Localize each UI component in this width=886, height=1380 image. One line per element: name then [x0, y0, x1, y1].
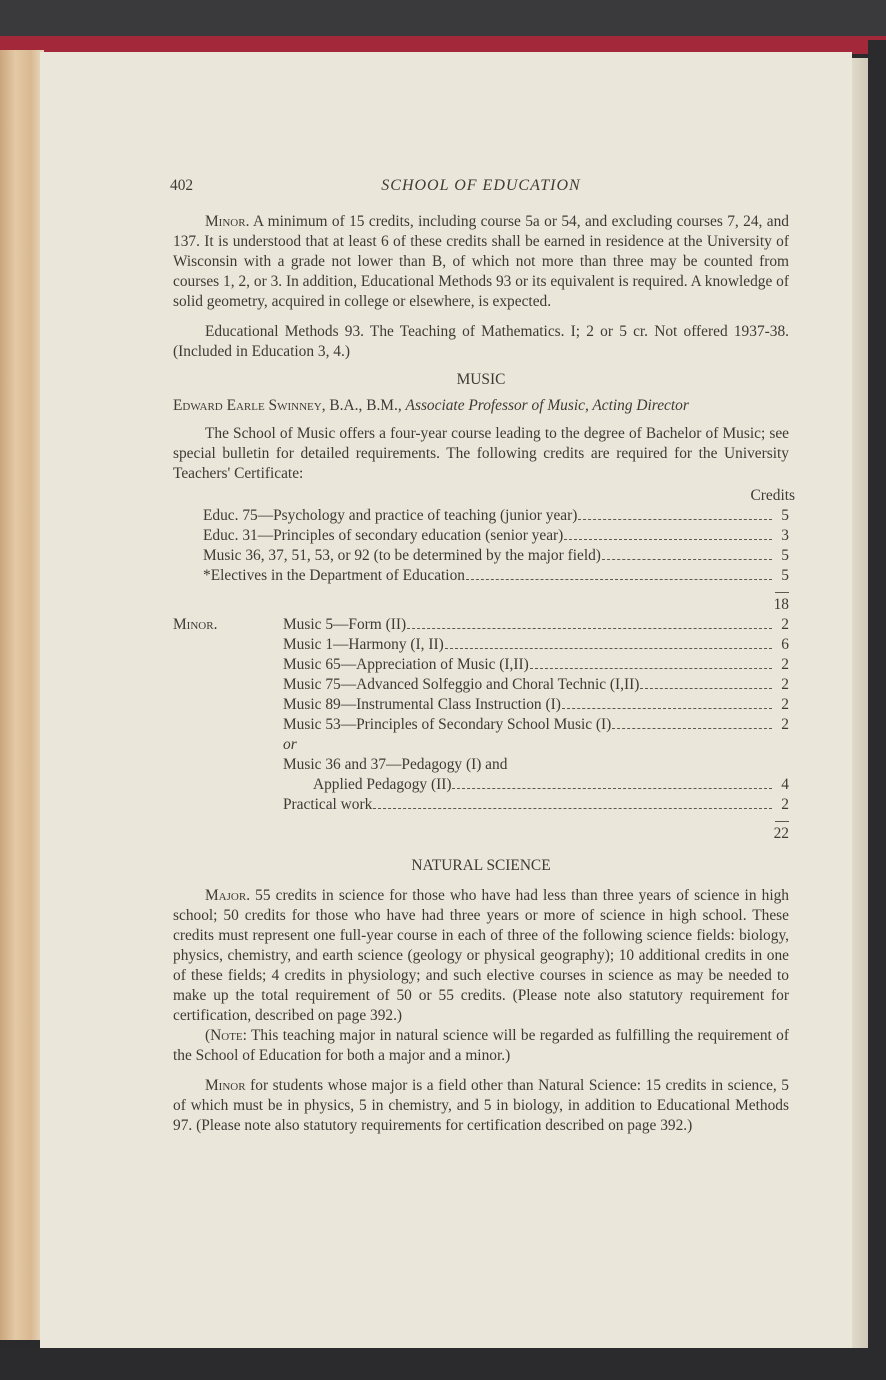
table-row: Music 75—Advanced Solfeggio and Choral Technic (I,II) 2 [283, 676, 789, 693]
scan-background-bottom [0, 1348, 886, 1380]
required-total: 18 [773, 596, 789, 613]
table-row: Music 65—Appreciation of Music (I,II) 2 [283, 656, 789, 673]
methods-paragraph: Educational Methods 93. The Teaching of Mathematics. I; 2 or 5 cr. Not offered 1937-38. (Included in Education 3, 4.) [173, 323, 789, 360]
music-intro: The School of Music offers a four-year course leading to the degree of Bachelor of Music; see special bulletin for detailed requirements. The following credits are required for the University Teachers' Certificate: [173, 425, 789, 482]
scan-background-top [0, 0, 886, 40]
required-credits-table [203, 506, 789, 615]
major-paragraph: Major. 55 credits in science for those who have had less than three years of science in high school; 50 credits for those who have had three years or more of science in high school. These credits must represent one full-year course in each of three of the following science fields: biology, physics, chemistry, and earth science (geology or physical geography); 10 additional credits in one of these fields; 4 credits in physiology; and such elective courses in science as may be needed to make up the total requirement of 50 or 55 credits. (Please note also statutory requirement for certification, described on page 392.) [173, 887, 789, 1024]
minor-label: Minor. [173, 616, 218, 633]
staff-title: Associate Professor of Music, Acting Director [405, 397, 689, 414]
natural-science-heading: NATURAL SCIENCE [411, 857, 551, 874]
table-row: Educ. 31—Principles of secondary education (senior year) 3 [203, 527, 789, 544]
pedagogy-line: Music 36 and 37—Pedagogy (I) and [283, 756, 508, 773]
table-row: Educ. 75—Psychology and practice of teaching (junior year) 5 [203, 507, 789, 524]
table-row: Music 36, 37, 51, 53, or 92 (to be determined by the major field) 5 [203, 547, 789, 564]
ns-minor-paragraph: Minor for students whose major is a field other than Natural Science: 15 credits in science, 5 of which must be in physics, 5 in chemistry, and 5 in biology, in addition to Educational Methods 97. (Please note also statutory requirements for certification described on page 392.) [173, 1077, 789, 1134]
page-content [170, 176, 795, 1136]
minor-lead: Minor. [205, 213, 250, 230]
minor-credits-table [173, 615, 789, 844]
or-text: or [283, 736, 297, 753]
total-rule [775, 592, 789, 593]
note-paragraph: (Note: This teaching major in natural science will be regarded as fulfilling the requirement of the School of Education for both a major and a minor.) [173, 1027, 789, 1064]
page-header [170, 176, 789, 198]
minor-total: 22 [773, 825, 789, 842]
staff-degrees: B.A., B.M., [329, 397, 402, 414]
total-rule [775, 821, 789, 822]
table-row: Practical work 2 [283, 796, 789, 813]
table-row: Music 89—Instrumental Class Instruction (I) 2 [283, 696, 789, 713]
page-stack-left [0, 50, 44, 1340]
credits-header: Credits [750, 487, 795, 504]
music-heading: MUSIC [456, 371, 506, 388]
minor-paragraph [173, 212, 789, 312]
table-row: Minor. Music 5—Form (II) 2 [173, 616, 789, 633]
page-number: 402 [170, 177, 194, 194]
table-row: Applied Pedagogy (II) 4 [313, 776, 789, 793]
staff-name: Edward Earle Swinney, [173, 397, 326, 414]
music-staff [173, 396, 789, 416]
table-row: Music 53—Principles of Secondary School Music (I) 2 [283, 716, 789, 733]
minor-text: A minimum of 15 credits, including course 5a or 54, and excluding courses 7, 24, and 137. It is understood that at least 6 of these credits shall be earned in residence at the University of Wisconsin with a grade not lower than B, of which not more than three may be counted from courses 1, 2, or 3. In addition, Educational Methods 93 or its equivalent is required. A knowledge of solid geometry, acquired in college or elsewhere, is expected. [173, 213, 789, 310]
running-title: SCHOOL OF EDUCATION [381, 177, 581, 194]
table-row: Music 1—Harmony (I, II) 6 [283, 636, 789, 653]
scan-background-right [868, 40, 886, 1380]
table-row: *Electives in the Department of Education 5 [203, 567, 789, 584]
